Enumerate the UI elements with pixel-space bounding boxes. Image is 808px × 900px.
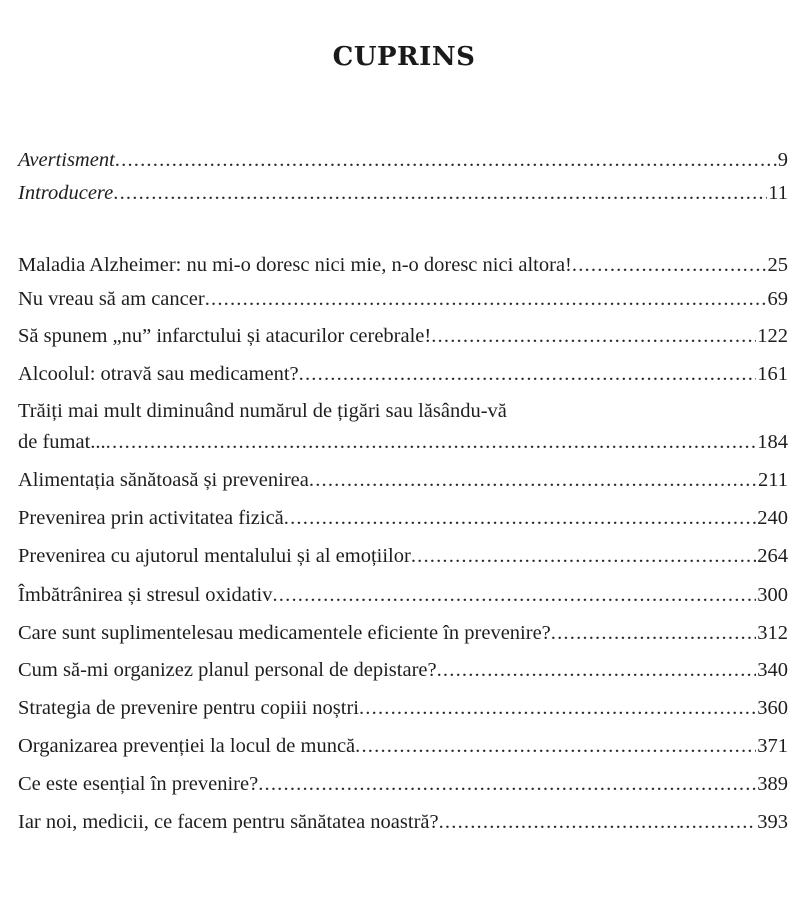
toc-entry[interactable] bbox=[18, 286, 788, 312]
toc-entry-title-line: Trăiți mai mult diminuând numărul de țigări sau lăsându-vă bbox=[18, 400, 507, 422]
toc-entry[interactable] bbox=[18, 252, 788, 278]
toc-page-number: 340 bbox=[757, 659, 788, 681]
toc-page-number: 264 bbox=[757, 545, 788, 567]
dot-leader bbox=[205, 286, 767, 312]
toc-entry-title: Alcoolul: otravă sau medicament? bbox=[18, 363, 299, 385]
toc-page-number: 393 bbox=[757, 811, 788, 833]
toc-entry[interactable] bbox=[18, 620, 788, 646]
toc-page-number: 9 bbox=[777, 149, 788, 171]
dot-leader bbox=[437, 657, 757, 683]
toc-entry-title: Organizarea prevenției la locul de muncă bbox=[18, 735, 356, 757]
dot-leader bbox=[113, 180, 767, 206]
toc-entry-title: Maladia Alzheimer: nu mi-o doresc nici mie, n-o doresc nici altora! bbox=[18, 254, 572, 276]
dot-leader bbox=[309, 467, 757, 493]
dot-leader bbox=[258, 771, 756, 797]
toc-page-number: 312 bbox=[757, 622, 788, 644]
toc-entry[interactable] bbox=[18, 657, 788, 683]
dot-leader bbox=[355, 733, 756, 759]
toc-entry[interactable] bbox=[18, 582, 788, 608]
toc-entry[interactable] bbox=[18, 695, 788, 721]
toc-entry-title: Care sunt suplimentelesau medicamentele eficiente în prevenire? bbox=[18, 622, 551, 644]
toc-page-number: 69 bbox=[767, 288, 788, 310]
toc-page-number: 211 bbox=[758, 469, 788, 491]
toc-entry-title: Îmbătrânirea și stresul oxidativ bbox=[18, 584, 273, 606]
toc-entry-title: Strategia de prevenire pentru copiii noștri bbox=[18, 697, 359, 719]
toc-entry[interactable] bbox=[18, 361, 788, 387]
toc-entry-title: Introducere bbox=[18, 182, 114, 204]
toc-entry-title: Cum să-mi organizez planul personal de depistare? bbox=[18, 659, 437, 681]
page-title: CUPRINS bbox=[332, 42, 476, 72]
toc-entry[interactable] bbox=[18, 467, 788, 493]
toc-entry[interactable] bbox=[18, 323, 788, 349]
toc-page-number: 122 bbox=[757, 325, 788, 347]
toc-entry[interactable] bbox=[18, 543, 788, 569]
toc-page-number: 360 bbox=[757, 697, 788, 719]
toc-page-number: 389 bbox=[757, 773, 788, 795]
toc-entry-title: Avertisment bbox=[18, 149, 115, 171]
dot-leader bbox=[106, 429, 757, 455]
toc-entry-title: Iar noi, medicii, ce facem pentru sănătatea noastră? bbox=[18, 811, 439, 833]
toc-page-number: 184 bbox=[757, 431, 788, 453]
toc-entry-title: Nu vreau să am cancer bbox=[18, 288, 205, 310]
dot-leader bbox=[439, 809, 757, 835]
toc-entry-title: Ce este esențial în prevenire? bbox=[18, 773, 259, 795]
toc-entry[interactable] bbox=[18, 505, 788, 531]
toc-page-number: 240 bbox=[757, 507, 788, 529]
toc-entry-title: Prevenirea cu ajutorul mentalului și al emoțiilor bbox=[18, 545, 411, 567]
dot-leader bbox=[411, 543, 756, 569]
toc-entry-title: de fumat... bbox=[18, 431, 106, 453]
toc-page-number: 25 bbox=[767, 254, 788, 276]
toc-page-number: 161 bbox=[757, 363, 788, 385]
toc-entry[interactable] bbox=[18, 429, 788, 455]
toc-entry-title: Alimentația sănătoasă și prevenirea bbox=[18, 469, 309, 491]
toc-page-number: 371 bbox=[757, 735, 788, 757]
dot-leader bbox=[572, 252, 767, 278]
dot-leader bbox=[272, 582, 756, 608]
toc-entry[interactable] bbox=[18, 771, 788, 797]
dot-leader bbox=[359, 695, 756, 721]
dot-leader bbox=[431, 323, 756, 349]
dot-leader bbox=[284, 505, 756, 531]
dot-leader bbox=[551, 620, 756, 646]
toc-page-number: 11 bbox=[768, 182, 788, 204]
toc-entry[interactable] bbox=[18, 809, 788, 835]
toc-page-number: 300 bbox=[757, 584, 788, 606]
toc-entry-introducere[interactable] bbox=[18, 180, 788, 206]
toc-entry-title: Prevenirea prin activitatea fizică bbox=[18, 507, 284, 529]
toc-entry-avertisment[interactable] bbox=[18, 147, 788, 173]
dot-leader bbox=[299, 361, 757, 387]
toc-entry-title: Să spunem „nu” infarctului și atacurilor cerebrale! bbox=[18, 325, 432, 347]
dot-leader bbox=[115, 147, 777, 173]
toc-entry[interactable] bbox=[18, 733, 788, 759]
